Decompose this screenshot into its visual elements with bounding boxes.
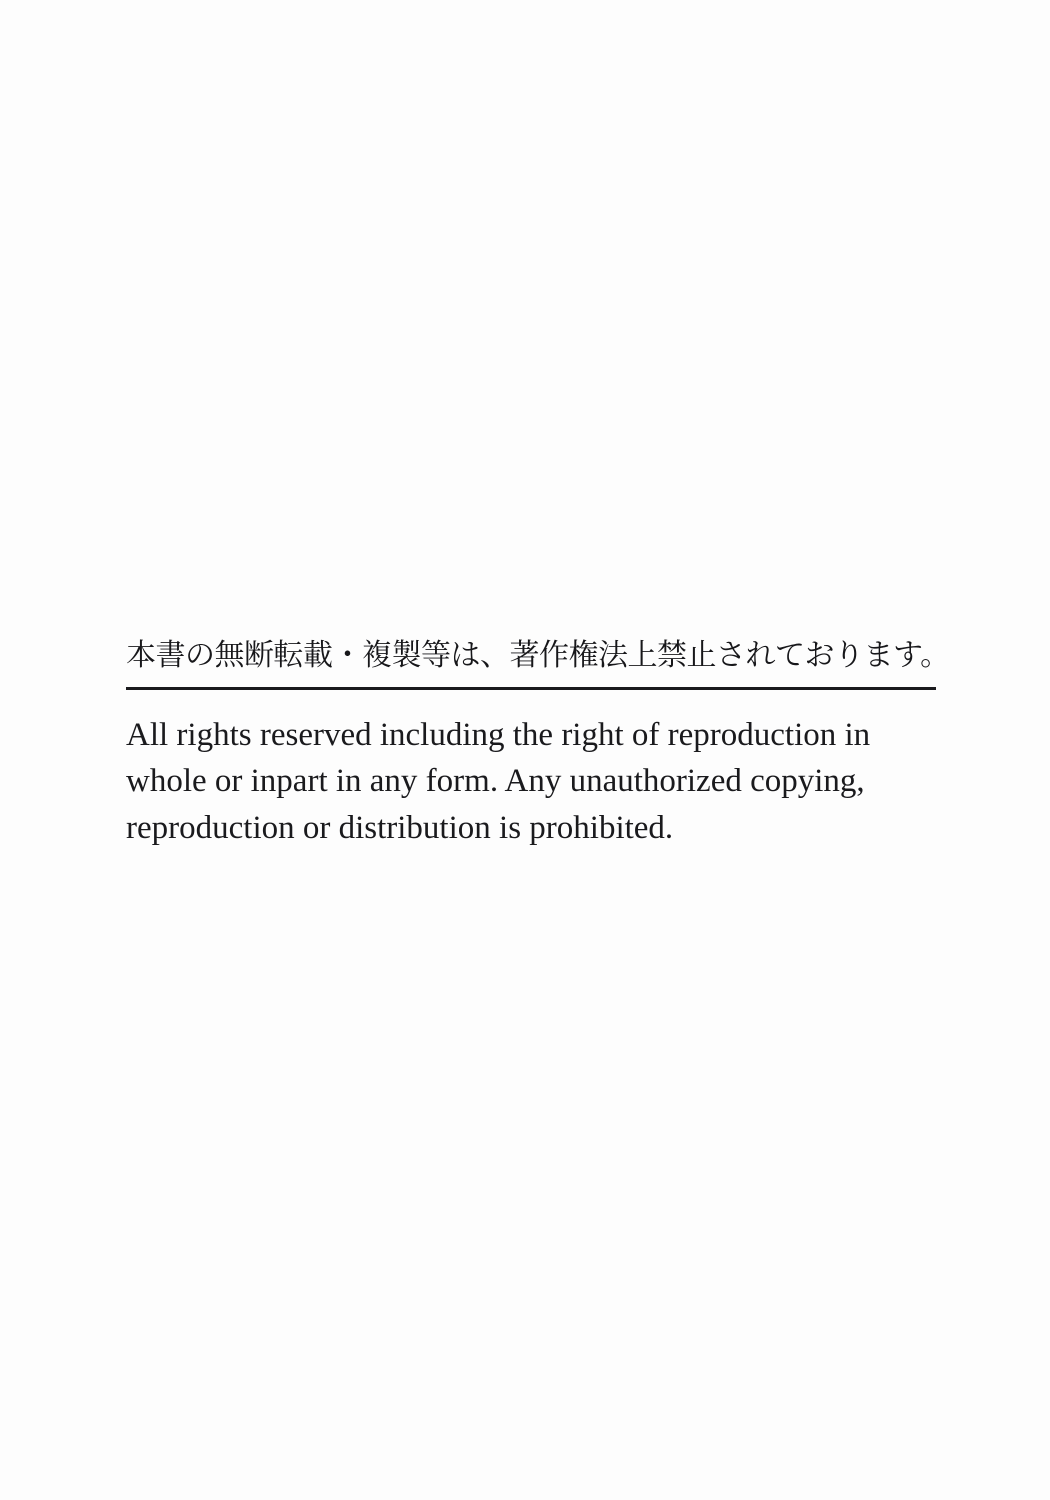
english-copyright-notice: All rights reserved including the right of reproduction in whole or inpart in any form. Any unauthorized copying, reproduction or distribution is prohibited.	[126, 716, 871, 847]
japanese-copyright-notice: 本書の無断転載・複製等は、著作権法上禁止されております。	[126, 638, 950, 673]
horizontal-rule	[126, 687, 936, 690]
copyright-block	[126, 636, 950, 852]
